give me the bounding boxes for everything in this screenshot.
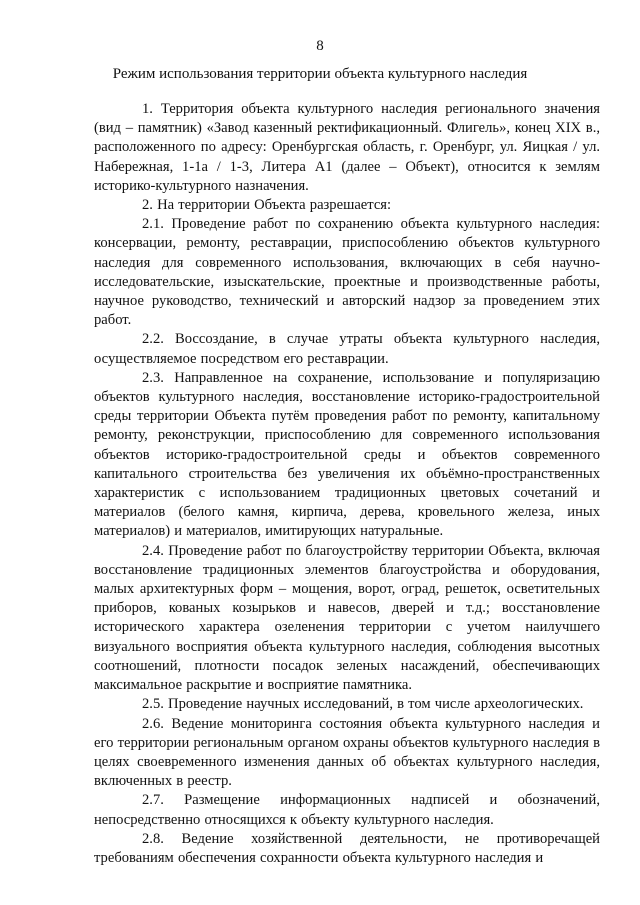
paragraph-2-7: 2.7. Размещение информационных надписей и обозначений, непосредственно относящихся к объекту культурного наследия. (94, 792, 600, 828)
section-heading: Режим использования территории объекта культурного наследия (112, 66, 528, 82)
paragraph-2: 2. На территории Объекта разрешается: (142, 197, 392, 214)
paragraph-2-6: 2.6. Ведение мониторинга состояния объекта культурного наследия и его территории региональным органом охраны объектов культурного наследия в целях своевременного изменения данных об объектах культурного наследия, включенных в реестр. (94, 715, 600, 790)
paragraph-2-1: 2.1. Проведение работ по сохранению объекта культурного наследия: консервации, ремонту, реставрации, приспособлению объектов культурного наследия для современного использования, включающих в себя научно-исследовательские, изыскательские, проектные и производственные работы, научное руководство, технический и авторский надзор за проведением этих работ. (94, 216, 600, 329)
paragraph-2-5: 2.5. Проведение научных исследований, в том числе археологических. (142, 696, 584, 713)
paragraph-2-8: 2.8. Ведение хозяйственной деятельности, не противоречащей требованиям обеспечения сохранности объекта культурного наследия и (94, 830, 600, 866)
paragraph-2-3: 2.3. Направленное на сохранение, использование и популяризацию объектов культурного наследия, восстановление историко-градостроительной среды территории Объекта путём проведения работ по ремонту, капитальному ремонту, реконструкции, приспособлению для современного использования объектов историко-градостроительной среды и объектов современного капитального строительства без увеличения их объёмно-пространственных характеристик с использованием традиционных цветовых сочетаний и материалов (белого камня, кирпича, дерева, кровельного железа, иных материалов) и материалов, имитирующих натуральные. (94, 369, 600, 540)
paragraph-2-2: 2.2. Воссоздание, в случае утраты объекта культурного наследия, осуществляемое посредством его реставрации. (94, 331, 600, 367)
paragraph-2-4: 2.4. Проведение работ по благоустройству территории Объекта, включая восстановление традиционных элементов благоустройства и оборудования, малых архитектурных форм – мощения, ворот, оград, решеток, осветительных приборов, кованых козырьков и навесов, дверей и т.д.; восстановление исторического характера озеленения территории с учетом наилучшего визуального восприятия объекта культурного наследия, соблюдения высотных соотношений, плотности посадок зеленых насаждений, обеспечивающих максимальное раскрытие и восприятие памятника. (94, 542, 600, 694)
page-number: 8 (316, 38, 324, 54)
body-text (94, 100, 600, 868)
paragraph-1: 1. Территория объекта культурного наследия регионального значения (вид – памятник) «Завод казенный ректификационный. Флигель», конец XIX в., расположенного по адресу: Оренбургская область, г. Оренбург, ул. Яицкая / ул. Набережная, 1-1а / 1-3, Литера А1 (далее – Объект), относится к землям историко-культурного назначения. (94, 101, 600, 194)
